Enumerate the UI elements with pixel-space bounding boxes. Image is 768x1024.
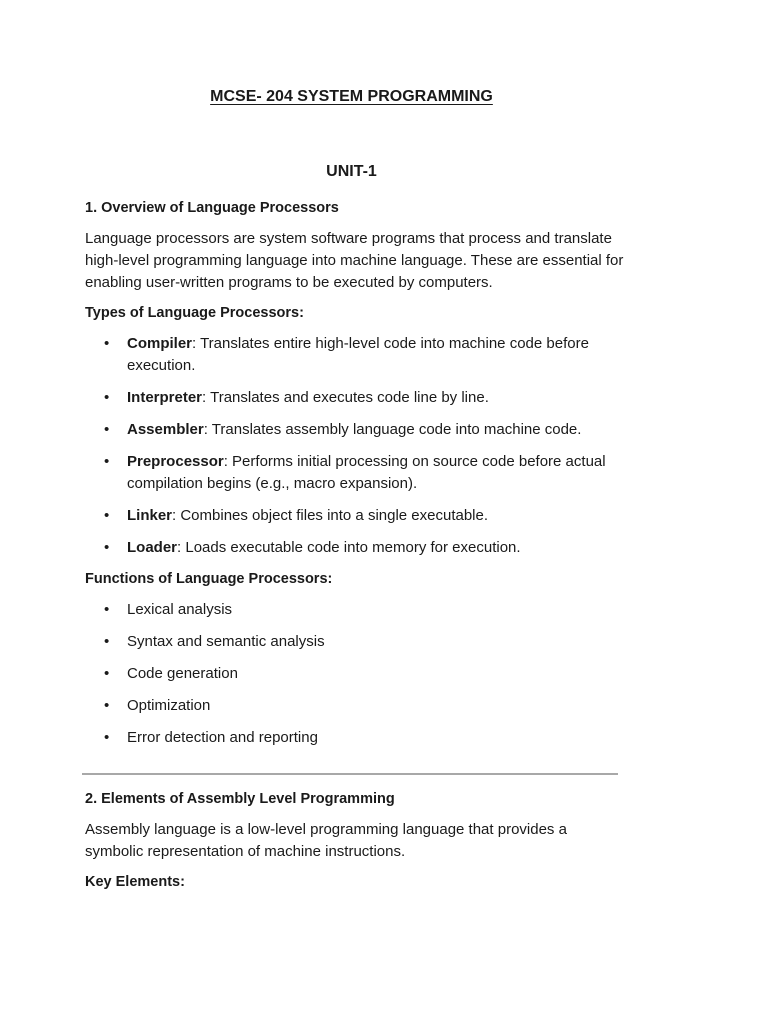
document-body	[85, 198, 625, 902]
definition: : Combines object files into a single executable.	[172, 507, 489, 524]
document-title: MCSE- 204 SYSTEM PROGRAMMING	[210, 88, 493, 105]
section-divider	[82, 773, 618, 775]
unit-heading: UNIT-1	[326, 163, 377, 180]
bullet-icon: •	[104, 421, 110, 438]
definition: : Translates entire high-level code into machine code before execution.	[127, 335, 589, 374]
function-text: Error detection and reporting	[127, 729, 318, 746]
definition: : Performs initial processing on source code before actual compilation begins (e.g., macro expansion).	[127, 453, 606, 492]
list-item	[85, 599, 625, 621]
bullet-icon: •	[104, 601, 110, 618]
list-item	[85, 505, 625, 527]
function-text: Optimization	[127, 697, 211, 714]
term: Linker	[127, 507, 173, 524]
bullet-icon: •	[104, 453, 110, 470]
list-item	[85, 419, 625, 441]
term: Loader	[127, 539, 178, 556]
list-item	[85, 727, 625, 749]
function-text: Lexical analysis	[127, 601, 233, 618]
definition: : Translates assembly language code into machine code.	[203, 421, 582, 438]
function-text: Code generation	[127, 665, 238, 682]
bullet-icon: •	[104, 697, 110, 714]
functions-list	[85, 599, 625, 749]
key-elements-heading: Key Elements:	[85, 874, 185, 890]
bullet-icon: •	[104, 389, 110, 406]
list-item	[85, 537, 625, 559]
section-2-heading: 2. Elements of Assembly Level Programming	[85, 791, 395, 807]
list-item	[85, 631, 625, 653]
definition: : Loads executable code into memory for execution.	[177, 539, 521, 556]
function-text: Syntax and semantic analysis	[127, 633, 325, 650]
term: Preprocessor	[127, 453, 224, 470]
list-item	[85, 663, 625, 685]
functions-heading: Functions of Language Processors:	[85, 571, 333, 587]
section-1-intro: Language processors are system software programs that process and translate high-level programming language into machine language. These are essential for enabling user-written programs to be executed by computers.	[85, 230, 624, 291]
list-item	[85, 387, 625, 409]
bullet-icon: •	[104, 539, 110, 556]
bullet-icon: •	[104, 633, 110, 650]
term: Assembler	[127, 421, 204, 438]
types-heading: Types of Language Processors:	[85, 305, 304, 321]
section-2-intro: Assembly language is a low-level programming language that provides a symbolic representation of machine instructions.	[85, 821, 567, 860]
list-item	[85, 451, 625, 495]
list-item	[85, 333, 625, 377]
bullet-icon: •	[104, 507, 110, 524]
term: Interpreter	[127, 389, 203, 406]
bullet-icon: •	[104, 665, 110, 682]
list-item	[85, 695, 625, 717]
bullet-icon: •	[104, 335, 110, 352]
section-1-heading: 1. Overview of Language Processors	[85, 200, 339, 216]
types-list	[85, 333, 625, 559]
bullet-icon: •	[104, 729, 110, 746]
definition: : Translates and executes code line by line.	[202, 389, 489, 406]
term: Compiler	[127, 335, 193, 352]
